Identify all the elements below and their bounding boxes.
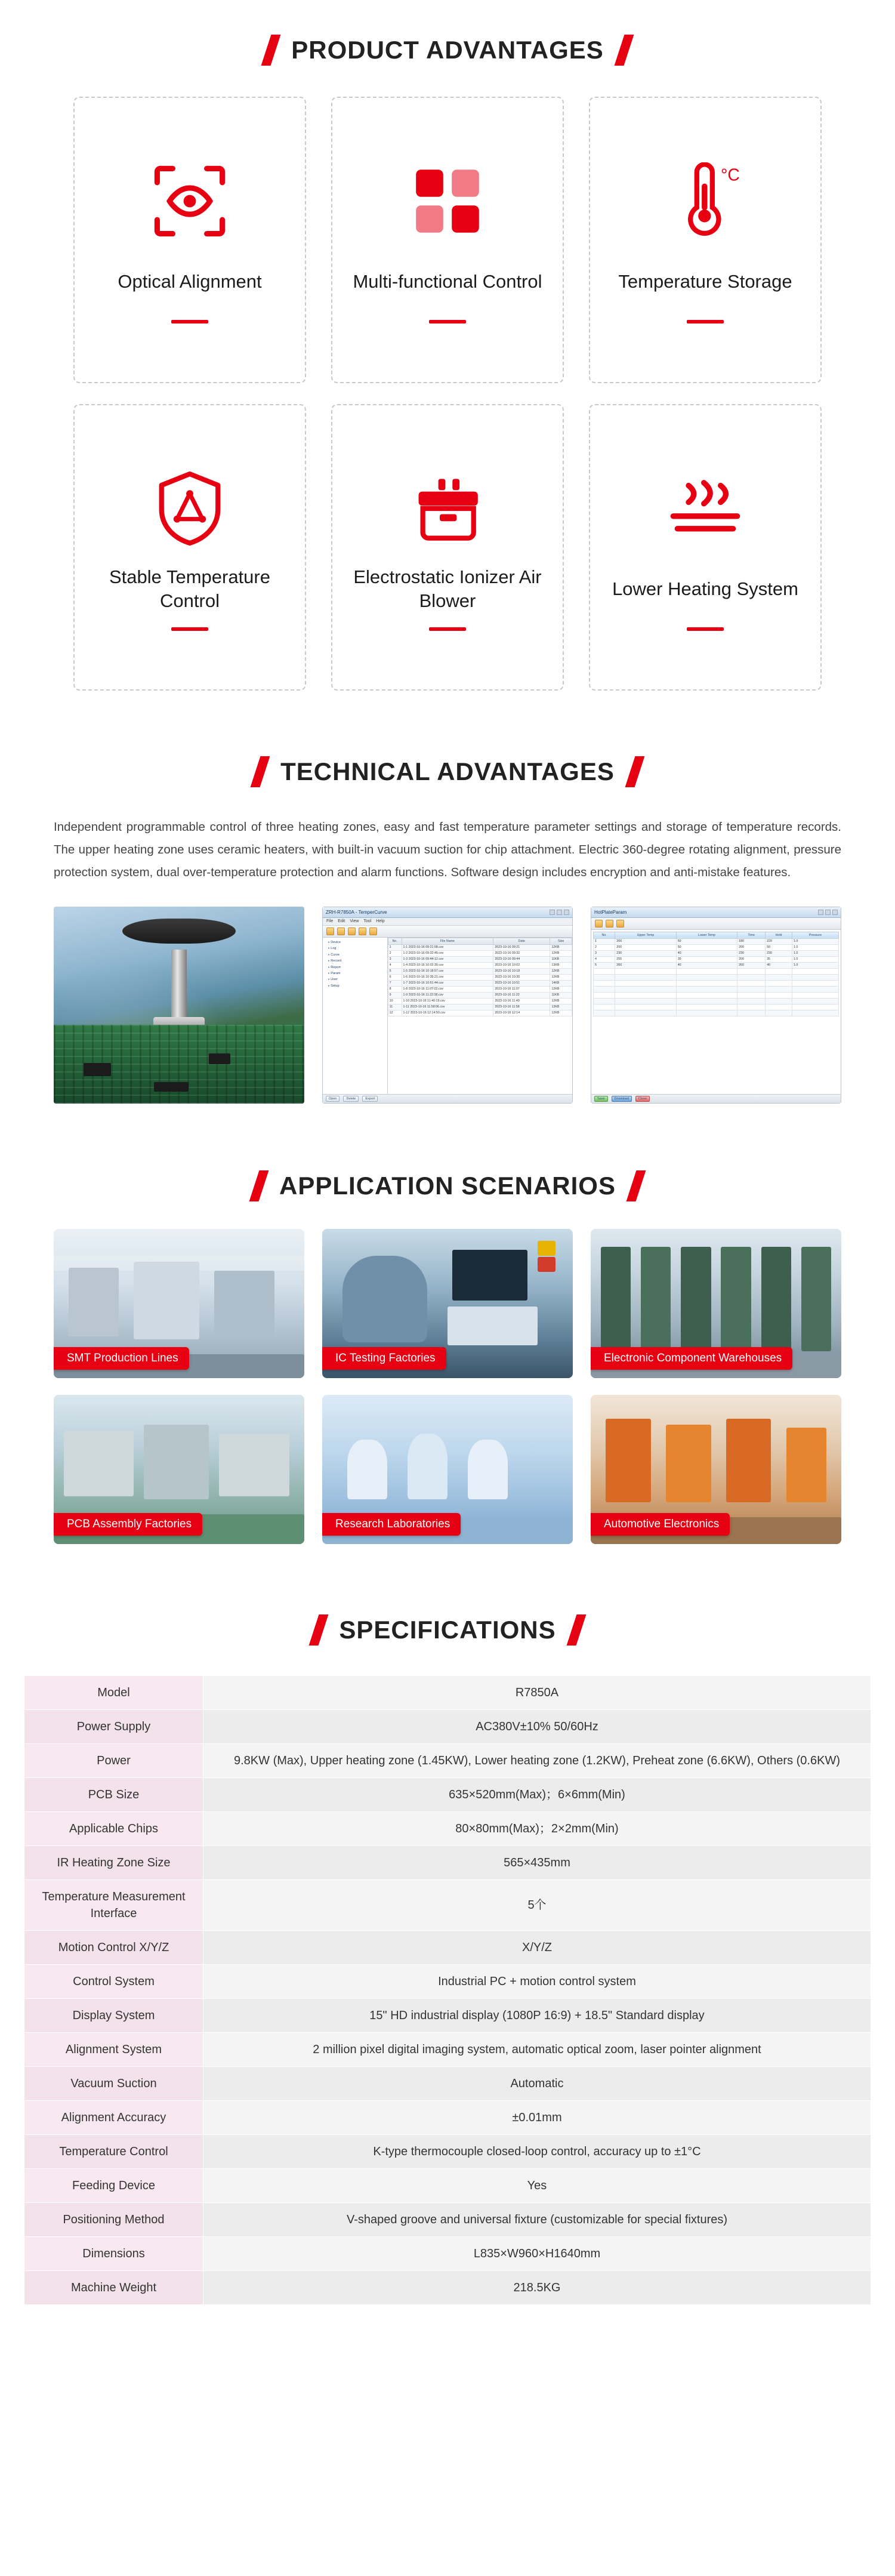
window-footer [591,1094,841,1103]
cell: 11KB [550,992,572,998]
toolbar-icon[interactable] [348,928,356,935]
table-row[interactable] [594,1010,839,1016]
cell: 2 [594,944,615,950]
table-row [24,1709,871,1743]
menu-item[interactable]: Edit [338,919,345,924]
table-row [24,1930,871,1964]
svg-text:°C: °C [721,165,740,185]
table-row[interactable] [388,962,572,968]
spec-value: 9.8KW (Max), Upper heating zone (1.45KW), Lower heating zone (1.2KW), Preheat zone (6.6KW), Others (0.6KW) [203,1743,871,1777]
tree-node[interactable]: ▸ Device [325,939,385,945]
table-row [24,2032,871,2066]
table-row[interactable] [388,1004,572,1010]
cell: 1-12 2023-10-16 12:14:50.csv [402,1010,493,1016]
technical-advantages-description: Independent programmable control of three heating zones, easy and fast temperature parameter settings and storage of temperature records. The upper heating zone uses ceramic heaters, with built-in vacuum suction for chip attachment. Electric 360-degree rotating alignment, pressure protection system, dual over-temperature protection and alarm functions. Software design includes encryption and anti-mistake features. [54,820,841,879]
tree-node[interactable]: ▸ Setup [325,983,385,989]
cell: 12KB [550,1010,572,1016]
cell: 230 [615,950,676,956]
cell: 260 [615,962,676,968]
spec-key: Positioning Method [24,2202,203,2236]
cell: 180 [737,938,766,944]
spec-value: 15" HD industrial display (1080P 16:9) + 18.5" Standard display [203,1998,871,2032]
machine-head-over-pcb-photo [54,907,304,1104]
temperature-record-software-window [322,907,573,1104]
technical-advantages-heading [0,756,895,787]
table-row[interactable] [388,944,572,950]
spec-key: Temperature Control [24,2134,203,2168]
advantage-card-multi-functional-control [331,97,564,383]
spec-value: 565×435mm [203,1845,871,1879]
table-header-row [388,938,572,944]
cell: 50 [766,944,792,950]
cell: 4 [388,962,402,968]
specifications-heading [0,1614,895,1646]
table-row[interactable] [594,956,839,962]
tree-node[interactable]: ▸ Log [325,945,385,951]
spec-key: Temperature Measurement Interface [24,1879,203,1930]
advantage-label: Lower Heating System [612,578,798,599]
record-table [388,938,572,1016]
table-row[interactable] [594,938,839,944]
column-header: Time [737,932,766,938]
cell: 4 [594,956,615,962]
spec-value: Yes [203,2168,871,2202]
column-header: Upper Temp [615,932,676,938]
shield-stable-temperature-icon [154,464,226,553]
lower-heating-system-icon [663,464,747,553]
footer-button-save[interactable]: Save [594,1096,608,1102]
table-row[interactable] [388,950,572,956]
scenario-caption: SMT Production Lines [54,1347,189,1370]
table-row[interactable] [388,980,572,986]
cell: 1-1 2023-10-16 09:21:08.csv [402,944,493,950]
cell: 1-7 2023-10-16 10:51:44.csv [402,980,493,986]
cell: 1 [594,938,615,944]
footer-button[interactable]: Delete [343,1096,359,1102]
tree-node[interactable]: ▸ Record [325,958,385,964]
card-underline [171,320,208,323]
table-row[interactable] [594,986,839,992]
advantage-label: Multi-functional Control [353,270,542,292]
slash-accent-left-icon [249,1170,269,1201]
toolbar-icon[interactable] [595,920,603,928]
footer-button-close[interactable]: Close [635,1096,650,1102]
cell: 35 [766,956,792,962]
menu-item[interactable]: View [350,919,359,924]
spec-key: Motion Control X/Y/Z [24,1930,203,1964]
cell: 2023-10-16 11:22 [493,992,550,998]
slash-accent-right-icon [625,756,644,787]
footer-button[interactable]: Export [362,1096,378,1102]
specifications-table [24,1675,871,2305]
pcb-chip [84,1063,111,1076]
spec-key: Alignment System [24,2032,203,2066]
menu-item[interactable]: Tool [363,919,372,924]
slash-accent-left-icon [261,35,281,66]
cell: 200 [737,956,766,962]
advantage-label: Temperature Storage [618,270,792,292]
cell: 1.0 [792,950,838,956]
heating-zone-parameter-software-window [591,907,841,1104]
cell: 1-5 2023-10-16 10:18:57.csv [402,968,493,974]
cell: 40 [676,962,737,968]
cell: 1-4 2023-10-16 10:02:30.csv [402,962,493,968]
table-row[interactable] [594,944,839,950]
window-body [323,938,572,1094]
cell: 2 [388,950,402,956]
card-underline [429,320,466,323]
cell: 3 [594,950,615,956]
cell: 200 [615,938,676,944]
scenario-card-smt-production-lines [54,1229,304,1378]
table-row[interactable] [594,998,839,1004]
spec-key: Power Supply [24,1709,203,1743]
parameter-grid [591,930,841,1094]
section-title-text: PRODUCT ADVANTAGES [291,35,604,64]
table-row[interactable] [594,974,839,980]
spec-value: AC380V±10% 50/60Hz [203,1709,871,1743]
table-row [24,2270,871,2304]
table-row[interactable] [388,992,572,998]
scenario-card-ic-testing-factories [322,1229,573,1378]
spec-value: ±0.01mm [203,2100,871,2134]
spec-key: Alignment Accuracy [24,2100,203,2134]
cell: 1-2 2023-10-16 09:32:45.csv [402,950,493,956]
cell: 11KB [550,956,572,962]
application-scenarios-heading [0,1170,895,1201]
technical-advantages-section [0,691,895,1104]
scenario-caption: IC Testing Factories [322,1347,446,1370]
scenario-card-pcb-assembly-factories [54,1395,304,1544]
table-row [24,1998,871,2032]
spec-value: L835×W960×H1640mm [203,2236,871,2270]
slash-accent-right-icon [626,1170,646,1201]
column-header: No. [388,938,402,944]
table-row [24,2168,871,2202]
cell: 2023-10-16 09:21 [493,944,550,950]
tree-node[interactable]: ▸ Curve [325,952,385,958]
cell: 40 [676,950,737,956]
cell: 12KB [550,986,572,992]
advantage-card-temperature-storage [589,97,822,383]
menu-item[interactable]: File [326,919,334,924]
advantage-label: Optical Alignment [118,270,262,292]
pcb-chip [209,1053,230,1064]
scenario-card-automotive-electronics [591,1395,841,1544]
spec-value: R7850A [203,1675,871,1709]
window-footer [323,1094,572,1103]
slash-accent-left-icon [251,756,270,787]
column-header: File Name [402,938,493,944]
specifications-section [0,1544,895,2305]
multi-function-control-icon [412,156,483,246]
cell: 5 [594,962,615,968]
cell: 1.0 [792,944,838,950]
cell: 12KB [550,950,572,956]
cell: 2023-10-16 10:35 [493,974,550,980]
window-controls[interactable] [818,910,838,915]
cell: 3 [388,956,402,962]
advantage-card-ionizer-air-blower [331,404,564,691]
cell: 200 [615,944,676,950]
cell: 255 [615,956,676,962]
table-row[interactable] [594,1004,839,1010]
pcb-chip [154,1082,189,1092]
advantage-card-lower-heating-system [589,404,822,691]
spec-key: Feeding Device [24,2168,203,2202]
scenario-card-research-laboratories [322,1395,573,1544]
toolbar-icon[interactable] [616,920,624,928]
card-underline [687,627,724,631]
cell: 1-9 2023-10-16 11:22:38.csv [402,992,493,998]
column-header: Hold [766,932,792,938]
cell: 2023-10-16 11:07 [493,986,550,992]
cell: 6 [388,974,402,980]
machine-head [122,919,236,944]
slash-accent-right-icon [614,35,634,66]
spec-key: Power [24,1743,203,1777]
product-advantages-section [0,0,895,691]
cell: 2023-10-16 10:02 [493,962,550,968]
cell: 12KB [550,944,572,950]
parameter-table [593,932,839,1016]
toolbar-icon[interactable] [606,920,613,928]
scenario-card-electronic-component-warehouses [591,1229,841,1378]
cell: 2023-10-16 10:18 [493,968,550,974]
table-row [24,2100,871,2134]
cell: 230 [766,950,792,956]
table-row[interactable] [388,956,572,962]
window-title-text: ZRH-R7850A - TemperCurve [326,909,387,915]
toolbar-icon[interactable] [369,928,377,935]
product-advantages-grid [0,97,895,691]
table-row[interactable] [594,962,839,968]
advantage-label: Stable Temperature Control [109,566,270,611]
scenario-caption: Automotive Electronics [591,1513,730,1536]
section-title-text: TECHNICAL ADVANTAGES [280,757,615,785]
table-row [24,1845,871,1879]
toolbar-icon[interactable] [359,928,366,935]
cell: 1-6 2023-10-16 10:35:21.csv [402,974,493,980]
spec-value: 635×520mm(Max)；6×6mm(Min) [203,1777,871,1811]
table-row[interactable] [594,980,839,986]
cell: 260 [737,962,766,968]
table-row[interactable] [594,992,839,998]
spec-key: Applicable Chips [24,1811,203,1845]
cell: 13KB [550,962,572,968]
cell: 5 [388,968,402,974]
cell: 13KB [550,1004,572,1010]
slash-accent-right-icon [566,1614,586,1646]
table-row[interactable] [594,950,839,956]
toolbar-icon[interactable] [326,928,334,935]
spec-value: X/Y/Z [203,1930,871,1964]
table-row[interactable] [594,968,839,974]
table-row[interactable] [388,986,572,992]
table-row[interactable] [388,968,572,974]
cell: 12KB [550,974,572,980]
column-header: Pressure [792,932,838,938]
table-row [24,2134,871,2168]
table-row[interactable] [388,998,572,1004]
spec-value: Industrial PC + motion control system [203,1964,871,1998]
spec-value: 218.5KG [203,2270,871,2304]
cell: 35 [676,956,737,962]
table-header-row [594,932,839,938]
window-menubar[interactable] [323,918,572,926]
column-header: No. [594,932,615,938]
cell: 1-8 2023-10-16 11:07:02.csv [402,986,493,992]
product-advantages-heading [0,35,895,66]
tree-node[interactable]: ▸ Param [325,970,385,976]
cell: 10 [388,998,402,1004]
cell: 1-3 2023-10-16 09:44:12.csv [402,956,493,962]
column-header: Date [493,938,550,944]
advantage-label: Electrostatic Ionizer Air Blower [353,566,542,611]
cell: 1-11 2023-10-16 11:58:06.csv [402,1004,493,1010]
footer-button[interactable]: Open [326,1096,340,1102]
spec-value: V-shaped groove and universal fixture (customizable for special fixtures) [203,2202,871,2236]
table-row [24,1675,871,1709]
window-body [591,930,841,1094]
spec-key: Control System [24,1964,203,1998]
table-row [24,2066,871,2100]
spec-value: 80×80mm(Max)；2×2mm(Min) [203,1811,871,1845]
footer-button-download[interactable]: Download [612,1096,632,1102]
optical-alignment-icon [151,156,229,246]
spec-key: PCB Size [24,1777,203,1811]
cell: 200 [737,944,766,950]
window-titlebar [591,907,841,918]
scenario-caption: PCB Assembly Factories [54,1513,202,1536]
spec-key: Vacuum Suction [24,2066,203,2100]
column-header: Lower Temp [676,932,737,938]
spec-key: Machine Weight [24,2270,203,2304]
card-underline [171,627,208,631]
application-scenarios-grid [54,1229,841,1544]
window-controls[interactable] [550,910,569,915]
cell: 50 [676,944,737,950]
cell: 1.0 [792,938,838,944]
cell: 40 [766,962,792,968]
cell: 2023-10-16 12:14 [493,1010,550,1016]
toolbar-icon[interactable] [337,928,345,935]
spec-key: Display System [24,1998,203,2032]
software-window [591,907,841,1104]
table-row [24,2236,871,2270]
cell: 11 [388,1004,402,1010]
advantage-card-optical-alignment [73,97,306,383]
window-toolbar[interactable] [591,918,841,930]
cell: 12KB [550,968,572,974]
thermometer-storage-icon [669,156,741,246]
table-row [24,1811,871,1845]
cell: 8 [388,986,402,992]
section-title-text: APPLICATION SCENARIOS [279,1171,616,1200]
application-scenarios-section [0,1104,895,1544]
spec-value: Automatic [203,2066,871,2100]
spec-value: K-type thermocouple closed-loop control, accuracy up to ±1°C [203,2134,871,2168]
software-window [322,907,573,1104]
table-row[interactable] [388,1010,572,1016]
slash-accent-left-icon [309,1614,329,1646]
card-underline [429,627,466,631]
card-underline [687,320,724,323]
spec-key: Dimensions [24,2236,203,2270]
window-toolbar[interactable] [323,926,572,938]
cell: 2023-10-16 11:40 [493,998,550,1004]
spec-key: IR Heating Zone Size [24,1845,203,1879]
window-title-text: HotPlateParam [594,909,627,915]
table-row [24,1777,871,1811]
cell: 50 [676,938,737,944]
spec-value: 5个 [203,1879,871,1930]
cell: 9 [388,992,402,998]
tree-node[interactable]: ▸ User [325,976,385,982]
spec-value: 2 million pixel digital imaging system, automatic optical zoom, laser pointer alignment [203,2032,871,2066]
cell: 1-10 2023-10-16 11:40:19.csv [402,998,493,1004]
cell: 2023-10-16 09:44 [493,956,550,962]
cell: 2023-10-16 11:58 [493,1004,550,1010]
cell: 14KB [550,980,572,986]
table-row[interactable] [388,974,572,980]
cell: 230 [737,950,766,956]
ionizer-air-blower-icon [409,464,486,553]
cell: 1 [388,944,402,950]
window-tree-panel[interactable] [323,938,388,1094]
scenario-caption: Research Laboratories [322,1513,461,1536]
cell: 1.0 [792,962,838,968]
cell: 12 [388,1010,402,1016]
window-titlebar [323,907,572,918]
section-title-text: SPECIFICATIONS [339,1615,556,1644]
machine-shaft [171,950,187,1021]
table-row [24,1743,871,1777]
cell: 2023-10-16 10:51 [493,980,550,986]
cell: 12KB [550,998,572,1004]
column-header: Size [550,938,572,944]
table-row [24,1879,871,1930]
cell: 220 [766,938,792,944]
table-row [24,2202,871,2236]
cell: 2023-10-16 09:32 [493,950,550,956]
cell: 1.0 [792,956,838,962]
tree-node[interactable]: ▸ Report [325,965,385,970]
cell: 7 [388,980,402,986]
spec-key: Model [24,1675,203,1709]
scenario-caption: Electronic Component Warehouses [591,1347,792,1370]
technical-advantages-images [54,907,841,1104]
window-record-table [388,938,572,1094]
table-row [24,1964,871,1998]
menu-item[interactable]: Help [376,919,385,924]
advantage-card-stable-temperature-control [73,404,306,691]
